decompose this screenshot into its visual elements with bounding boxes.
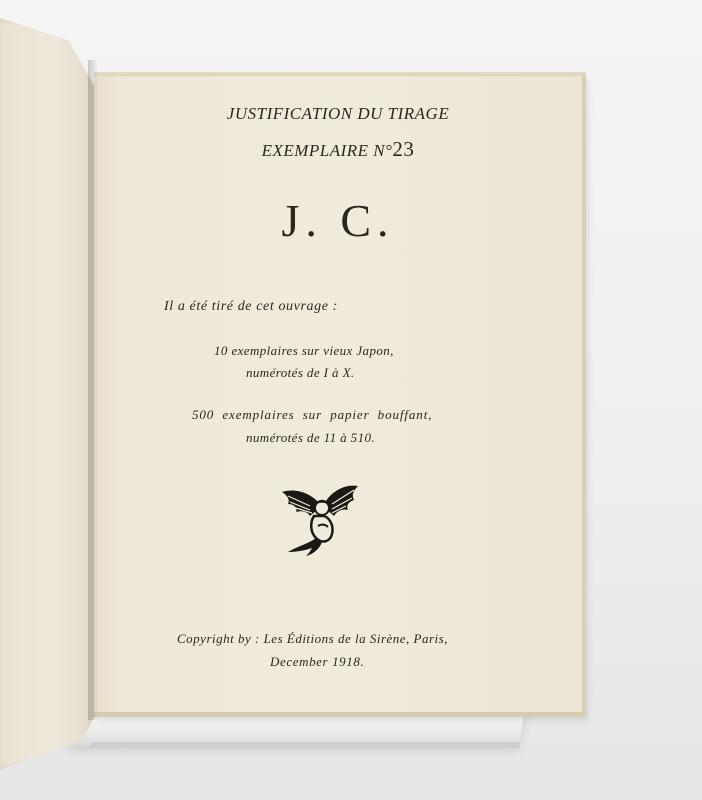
japon-numbering-line: numérotés de I à X. [246,365,355,380]
bouffant-copies-line: 500 exemplaires sur papier bouffant, [192,407,433,422]
justification-heading: JUSTIFICATION DU TIRAGE [226,104,450,123]
exemplaire-number: 23 [392,137,415,161]
bouffant-numbering-line: numérotés de 11 à 510. [246,430,376,445]
publication-date: December 1918. [270,654,365,669]
exemplaire-number-line [94,137,582,162]
siren-colophon-icon [280,482,360,558]
japon-copies-line: 10 exemplaires sur vieux Japon, [214,343,394,358]
title-page [94,76,586,717]
exemplaire-label: EXEMPLAIRE N° [261,141,393,160]
print-run-intro: Il a été tiré de cet ouvrage : [164,299,338,314]
copyright-line: Copyright by : Les Éditions de la Sirène, Paris, [177,631,448,646]
book-stand-edge [90,742,521,748]
book-title: J. C. [281,195,395,246]
book-gutter-shadow [88,60,98,720]
left-page [0,18,98,770]
